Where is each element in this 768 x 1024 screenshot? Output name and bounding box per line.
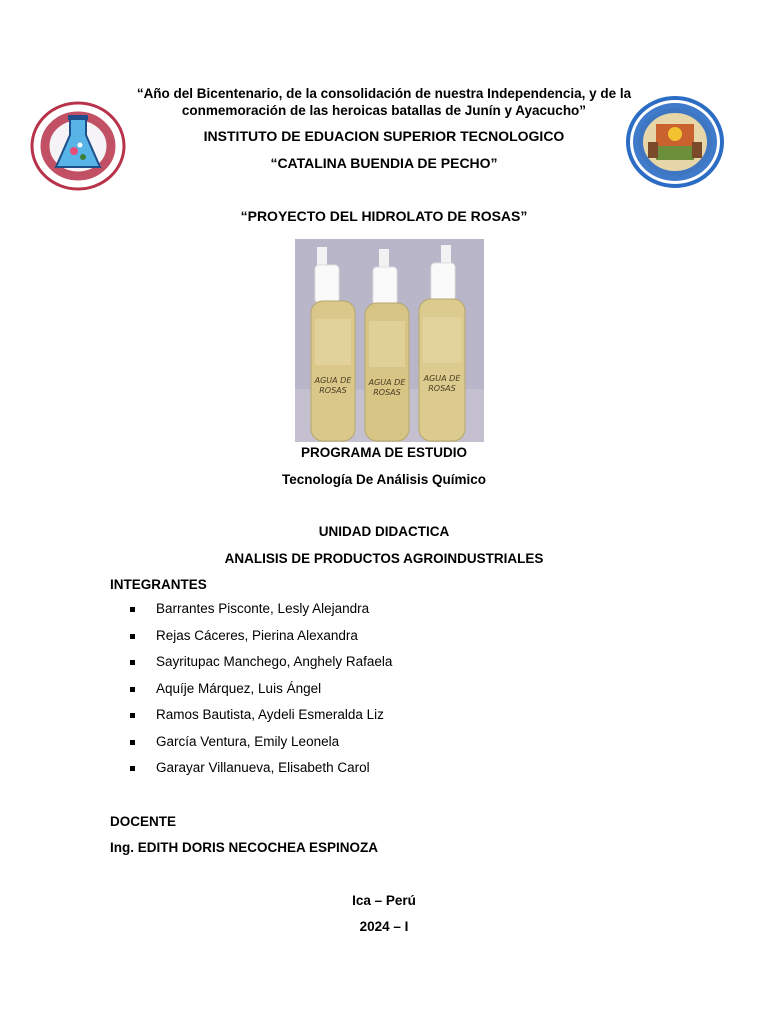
teacher-heading: DOCENTE [110, 814, 177, 829]
place: Ica – Perú [352, 893, 416, 908]
institute-name-line1: INSTITUTO DE EDUACION SUPERIOR TECNOLOGICO [203, 128, 565, 144]
member-name: Sayritupac Manchego, Anghely Rafaela [156, 654, 393, 669]
list-item [130, 729, 392, 756]
unit-name: ANALISIS DE PRODUCTOS AGROINDUSTRIALES [224, 551, 544, 566]
list-item [130, 649, 392, 676]
bullet-icon [130, 634, 135, 639]
member-name: Garayar Villanueva, Elisabeth Carol [156, 760, 370, 775]
svg-text:ROSAS: ROSAS [428, 384, 456, 393]
program-name: Tecnología De Análisis Químico [281, 472, 487, 487]
bullet-icon [130, 687, 135, 692]
program-heading: PROGRAMA DE ESTUDIO [300, 445, 467, 460]
svg-text:ROSAS: ROSAS [319, 386, 347, 395]
members-heading: INTEGRANTES [110, 577, 207, 592]
year: 2024 – I [359, 919, 409, 934]
unit-heading: UNIDAD DIDACTICA [318, 524, 450, 539]
list-item [130, 702, 392, 729]
member-name: Aquíje Márquez, Luis Ángel [156, 680, 322, 696]
list-item [130, 596, 392, 623]
bullet-icon [130, 607, 135, 612]
svg-text:AGUA DE: AGUA DE [368, 378, 406, 387]
member-name: García Ventura, Emily Leonela [156, 733, 340, 749]
bullet-icon [130, 740, 135, 745]
list-item [130, 676, 392, 703]
motto: “Año del Bicentenario, de la consolidación de nuestra Independencia, y de la conmemoración de las heroicas batallas de Junín y Ayacucho” [136, 86, 632, 118]
svg-text:AGUA DE: AGUA DE [423, 374, 461, 383]
members-list [130, 596, 392, 782]
institute-name-line2: “CATALINA BUENDIA DE PECHO” [270, 155, 498, 171]
project-title: “PROYECTO DEL HIDROLATO DE ROSAS” [240, 208, 528, 224]
svg-text:AGUA DE: AGUA DE [314, 376, 352, 385]
product-photo [295, 239, 484, 442]
bullet-icon [130, 766, 135, 771]
member-name: Rejas Cáceres, Pierina Alexandra [156, 627, 358, 643]
svg-text:ROSAS: ROSAS [373, 388, 401, 397]
teacher-name: Ing. EDITH DORIS NECOCHEA ESPINOZA [110, 840, 379, 855]
bullet-icon [130, 713, 135, 718]
member-name: Barrantes Pisconte, Lesly Alejandra [156, 601, 370, 616]
list-item [130, 755, 392, 782]
member-name: Ramos Bautista, Aydeli Esmeralda Liz [156, 707, 384, 722]
list-item [130, 623, 392, 650]
bullet-icon [130, 660, 135, 665]
